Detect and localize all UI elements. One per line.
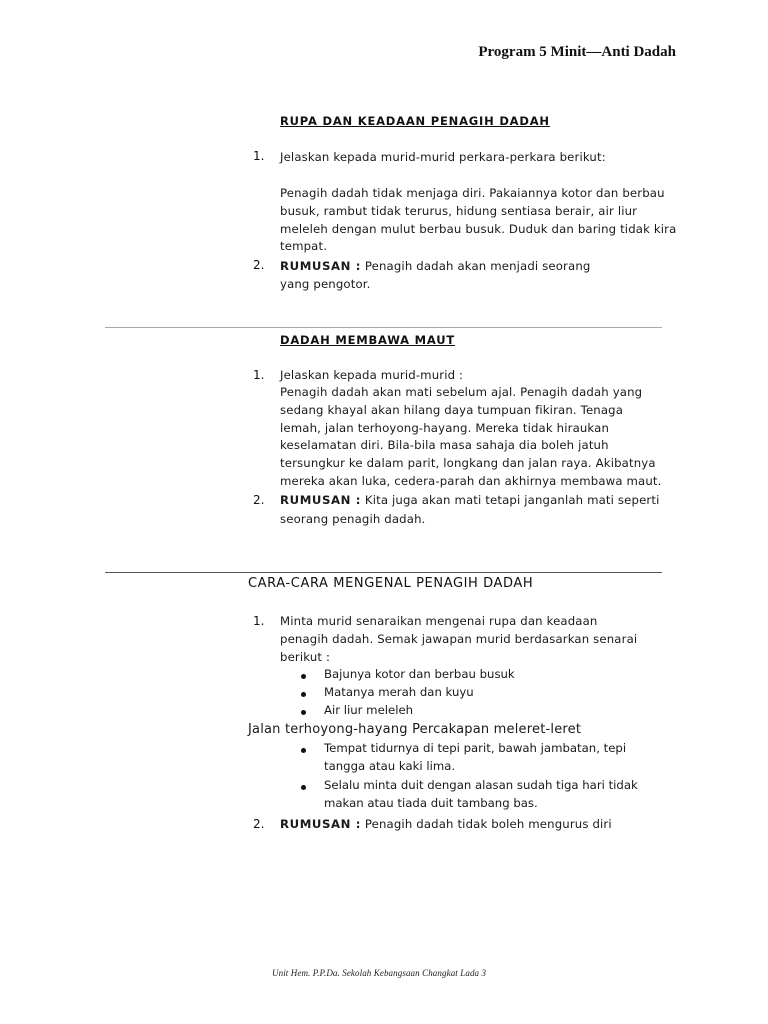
rumusan-text: Kita juga akan mati tetapi janganlah mati seperti — [364, 493, 660, 507]
section-divider — [105, 572, 662, 573]
rumusan-label: RUMUSAN : — [280, 817, 361, 831]
instruction-text: Jelaskan kepada murid-murid perkara-perkara berikut: — [280, 150, 606, 164]
paragraph-line: tempat. — [280, 239, 328, 253]
paragraph-line: keselamatan diri. Bila-bila masa sahaja dia boleh jatuh — [280, 438, 609, 452]
rumusan-text: Penagih dadah akan menjadi seorang — [364, 259, 591, 273]
paragraph-line: Penagih dadah tidak menjaga diri. Pakaiannya kotor dan berbau — [280, 186, 665, 200]
bullet-icon — [301, 748, 306, 753]
item-number: 1. — [253, 149, 265, 163]
rumusan-line — [280, 491, 660, 509]
paragraph-line: lemah, jalan terhoyong-hayang. Mereka tidak hiraukan — [280, 421, 610, 435]
bullet-item: Air liur meleleh — [324, 703, 414, 717]
item-number: 1. — [253, 614, 265, 628]
bullet-item: Selalu minta duit dengan alasan sudah tiga hari tidak — [324, 778, 638, 792]
overlapping-text-line: Jalan terhoyong-hayang Percakapan meleret-leret — [248, 722, 582, 737]
rumusan-text: Penagih dadah tidak boleh mengurus diri — [364, 817, 612, 831]
rumusan-continuation: seorang penagih dadah. — [280, 512, 426, 526]
section-title-maut: DADAH MEMBAWA MAUT — [280, 333, 456, 347]
bullet-icon — [301, 710, 306, 715]
item-number: 2. — [253, 493, 265, 507]
paragraph-line: berikut : — [280, 650, 331, 664]
paragraph-line: meleleh dengan mulut berbau busuk. Duduk dan baring tidak kira — [280, 222, 677, 236]
item-number: 2. — [253, 817, 265, 831]
section-title-cara: CARA-CARA MENGENAL PENAGIH DADAH — [248, 576, 534, 591]
bullet-item: Matanya merah dan kuyu — [324, 685, 474, 699]
rumusan-label: RUMUSAN : — [280, 493, 361, 507]
bullet-icon — [301, 674, 306, 679]
paragraph-line: sedang khayal akan hilang daya tumpuan fikiran. Tenaga — [280, 403, 624, 417]
bullet-item: Tempat tidurnya di tepi parit, bawah jambatan, tepi — [324, 741, 627, 755]
page-header-title: Program 5 Minit—Anti Dadah — [478, 44, 676, 60]
rumusan-continuation: yang pengotor. — [280, 277, 371, 291]
instruction-text: Jelaskan kepada murid-murid : — [280, 368, 464, 382]
section-divider — [105, 327, 662, 328]
bullet-item-continuation: tangga atau kaki lima. — [324, 759, 456, 773]
item-number: 1. — [253, 368, 265, 382]
rumusan-label: RUMUSAN : — [280, 259, 361, 273]
paragraph-line: penagih dadah. Semak jawapan murid berdasarkan senarai — [280, 632, 638, 646]
bullet-item-continuation: makan atau tiada duit tambang bas. — [324, 796, 538, 810]
paragraph-line: busuk, rambut tidak terurus, hidung sentiasa berair, air liur — [280, 204, 638, 218]
page-footer: Unit Hem. P.P.Da. Sekolah Kebangsaan Changkat Lada 3 — [272, 968, 487, 978]
bullet-icon — [301, 692, 306, 697]
instruction-text: Minta murid senaraikan mengenai rupa dan keadaan — [280, 614, 598, 628]
bullet-icon — [301, 785, 306, 790]
section-title-rupa: RUPA DAN KEADAAN PENAGIH DADAH — [280, 114, 550, 128]
bullet-item: Bajunya kotor dan berbau busuk — [324, 667, 515, 681]
item-number: 2. — [253, 258, 265, 272]
paragraph-line: tersungkur ke dalam parit, longkang dan jalan raya. Akibatnya — [280, 456, 656, 470]
paragraph-line: mereka akan luka, cedera-parah dan akhirnya membawa maut. — [280, 474, 662, 488]
paragraph-line: Penagih dadah akan mati sebelum ajal. Penagih dadah yang — [280, 385, 643, 399]
rumusan-line — [280, 815, 612, 833]
rumusan-line — [280, 257, 590, 275]
